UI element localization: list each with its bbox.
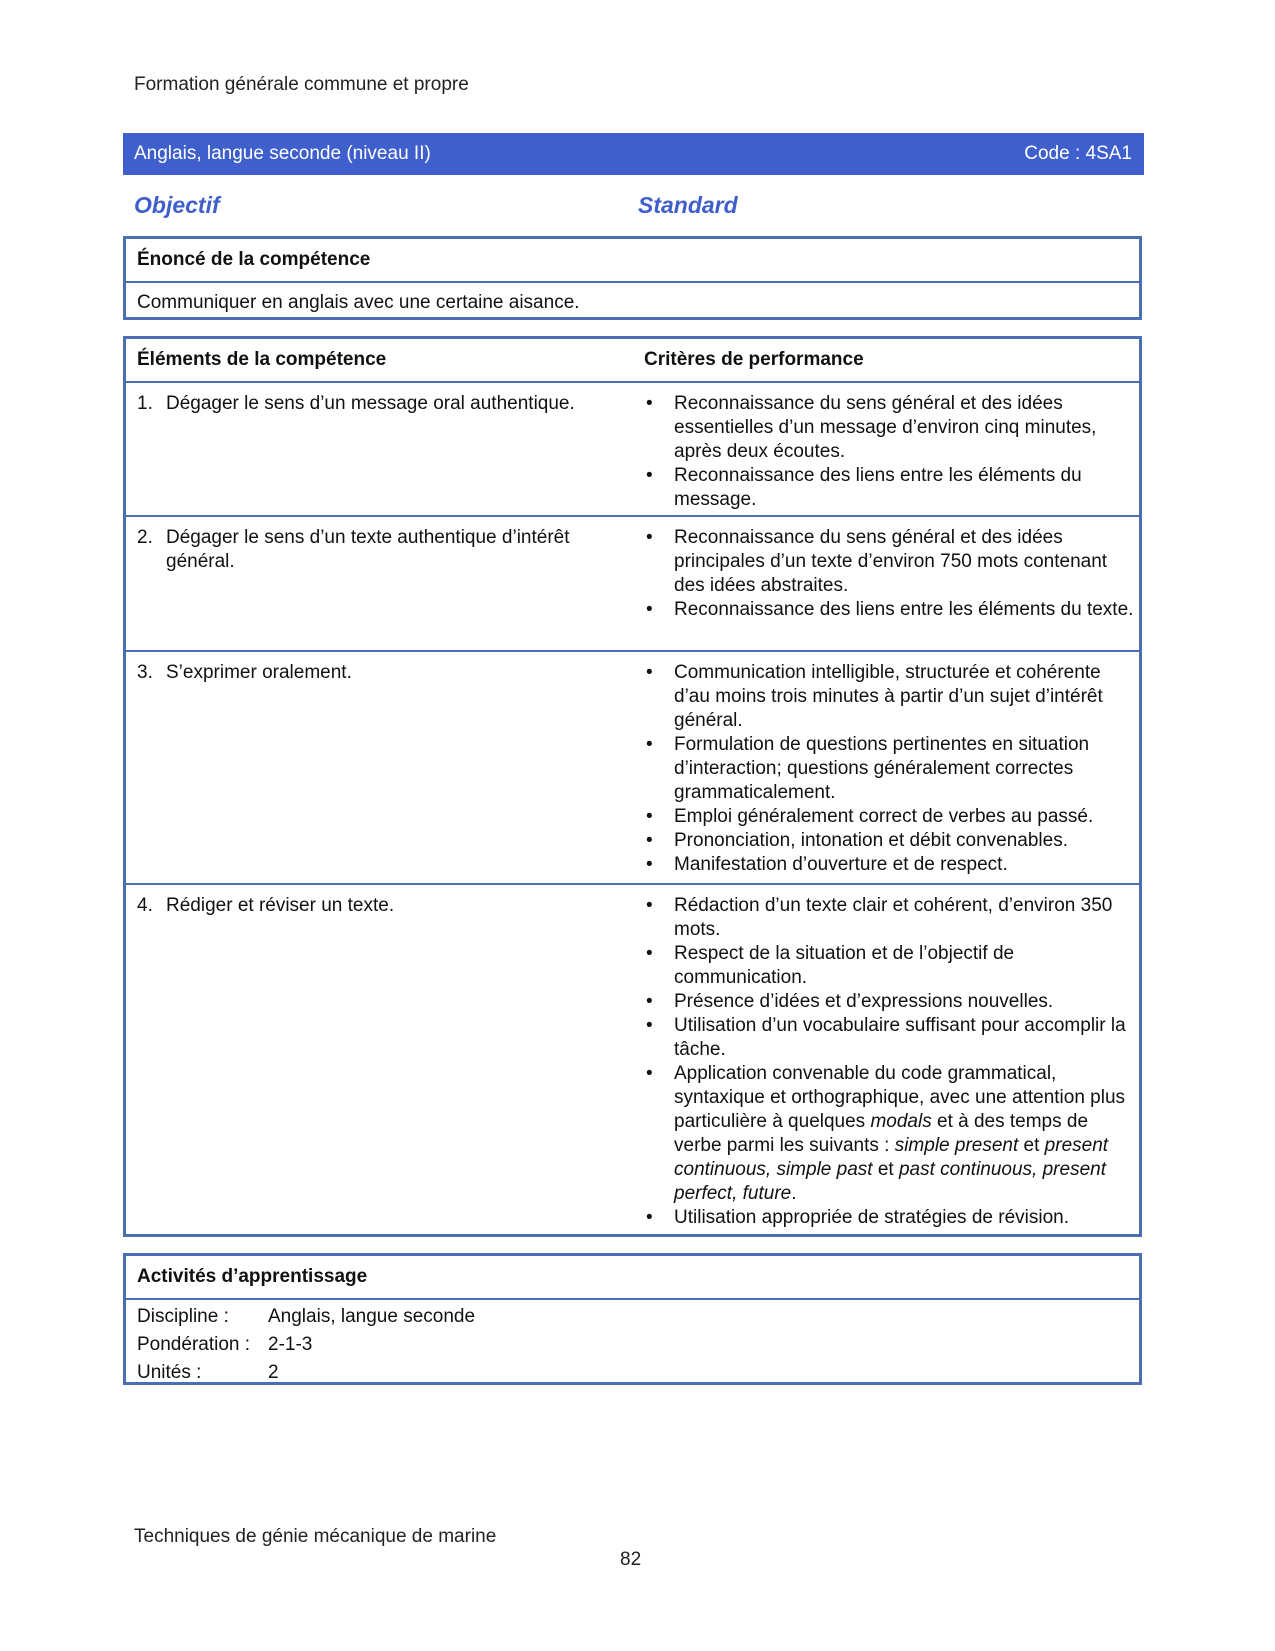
element-text: Dégager le sens d’un texte authentique d’intérêt général. (166, 527, 570, 572)
enonce-title: Énoncé de la compétence (137, 249, 371, 270)
element-number: 4. (137, 895, 153, 916)
criterion: • Reconnaissance du sens général et des idées principales d’un texte d’environ 750 mots contenant des idées abstraites. (644, 526, 1134, 598)
discipline-label: Discipline : (137, 1306, 229, 1327)
element-number: 2. (137, 527, 153, 548)
objectif-label: Objectif (134, 192, 220, 218)
discipline-row (126, 1306, 1139, 1334)
table-row (126, 381, 1139, 515)
criterion: • Présence d’idées et d’expressions nouvelles. (644, 990, 1134, 1014)
competence-table (123, 336, 1142, 1237)
element-text: Rédiger et réviser un texte. (166, 895, 395, 916)
element-text: S’exprimer oralement. (166, 662, 352, 683)
activites-title: Activités d’apprentissage (137, 1266, 368, 1287)
unites-row (126, 1362, 1139, 1390)
unites-value: 2 (268, 1362, 279, 1383)
criterion: • Respect de la situation et de l’objectif de communication. (644, 942, 1134, 990)
criterion: • Emploi généralement correct de verbes au passé. (644, 805, 1134, 829)
element-text: Dégager le sens d’un message oral authentique. (166, 393, 575, 414)
course-banner (123, 133, 1144, 175)
criterion: • Rédaction d’un texte clair et cohérent, d’environ 350 mots. (644, 894, 1134, 942)
criterion: • Reconnaissance des liens entre les éléments du texte. (644, 598, 1134, 622)
criterion: • Communication intelligible, structurée et cohérente d’au moins trois minutes à partir d’un sujet d’intérêt général. (644, 661, 1134, 733)
col-elements-header: Éléments de la compétence (137, 349, 387, 370)
criterion: • Prononciation, intonation et débit convenables. (644, 829, 1134, 853)
page-number: 82 (620, 1549, 642, 1570)
ponderation-value: 2-1-3 (268, 1334, 313, 1355)
course-code: Code : 4SA1 (1024, 143, 1132, 164)
enonce-box (123, 236, 1142, 320)
section-title: Formation générale commune et propre (134, 74, 469, 95)
standard-label: Standard (638, 192, 738, 218)
unites-label: Unités : (137, 1362, 202, 1383)
criterion: • Formulation de questions pertinentes en situation d’interaction; questions généralement correctes grammaticalement. (644, 733, 1134, 805)
criterion: • Utilisation appropriée de stratégies de révision. (644, 1206, 1134, 1230)
ponderation-label: Pondération : (137, 1334, 251, 1355)
col-criteres-header: Critères de performance (644, 349, 864, 370)
table-row (126, 515, 1139, 650)
criterion-grammar: • Application convenable du code grammatical, syntaxique et orthographique, avec une attention plus particulière à quelques modals et à des temps de verbe parmi les suivants : simple present et present continuous, simple past et past continuous, present perfect, future. (644, 1062, 1134, 1206)
course-title: Anglais, langue seconde (niveau II) (134, 143, 431, 164)
activites-box (123, 1253, 1142, 1385)
enonce-text: Communiquer en anglais avec une certaine aisance. (137, 292, 580, 313)
criterion: • Reconnaissance des liens entre les éléments du message. (644, 464, 1134, 512)
discipline-value: Anglais, langue seconde (268, 1306, 476, 1327)
criterion: • Manifestation d’ouverture et de respect. (644, 853, 1134, 877)
element-number: 1. (137, 393, 153, 414)
footer-program: Techniques de génie mécanique de marine (134, 1526, 497, 1547)
criterion: • Utilisation d’un vocabulaire suffisant pour accomplir la tâche. (644, 1014, 1134, 1062)
element-number: 3. (137, 662, 153, 683)
table-row (126, 883, 1139, 1235)
ponderation-row (126, 1334, 1139, 1362)
criterion: • Reconnaissance du sens général et des idées essentielles d’un message d’environ cinq minutes, après deux écoutes. (644, 392, 1134, 464)
table-row (126, 650, 1139, 883)
